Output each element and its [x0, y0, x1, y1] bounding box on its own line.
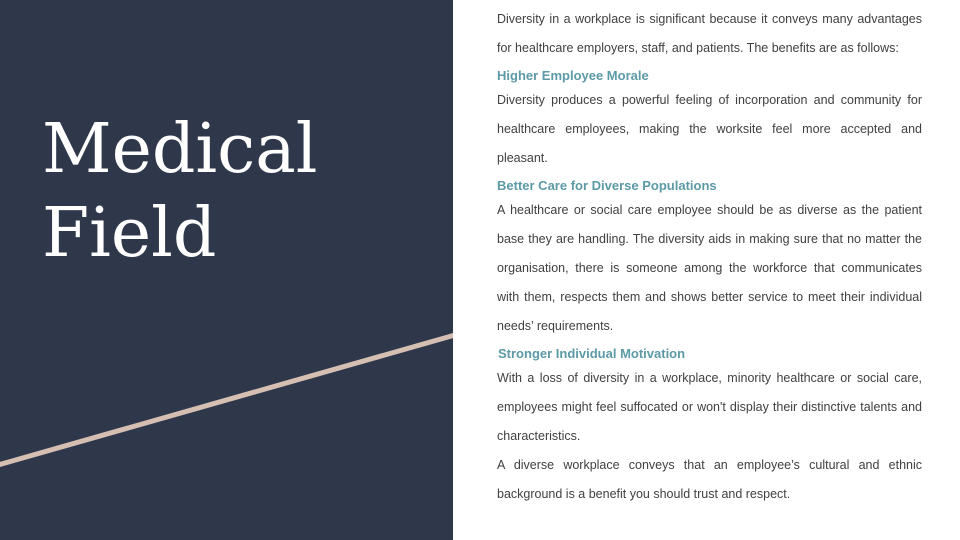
intro-paragraph: Diversity in a workplace is significant because it conveys many advantages for healthcare employers, staff, and patients. The benefits are as follows: — [497, 12, 922, 55]
section-body-care: A healthcare or social care employee should be as diverse as the patient base they are handling. The diversity aids in making sure that no matter the organisation, there is someone among the workforce that communicates with them, respects them and shows better service to meet their individual needs’ requirements. — [497, 203, 922, 333]
section-heading-morale: Higher Employee Morale — [497, 68, 649, 83]
section-heading-motivation: Stronger Individual Motivation — [498, 346, 686, 361]
content-panel — [497, 5, 922, 509]
section-body-morale: Diversity produces a powerful feeling of incorporation and community for healthcare employees, making the worksite feel more accepted and pleasant. — [497, 93, 922, 165]
closing-paragraph: A diverse workplace conveys that an employee’s cultural and ethnic background is a benefit you should trust and respect. — [497, 458, 922, 501]
slide-title-line-1: Medical — [42, 110, 318, 189]
section-body-motivation: With a loss of diversity in a workplace, minority healthcare or social care, employees might feel suffocated or won't display their distinctive talents and characteristics. — [497, 371, 922, 443]
slide-title-line-2: Field — [42, 194, 217, 273]
section-heading-care: Better Care for Diverse Populations — [497, 178, 717, 193]
slide-title — [42, 108, 318, 276]
title-panel — [0, 0, 453, 540]
